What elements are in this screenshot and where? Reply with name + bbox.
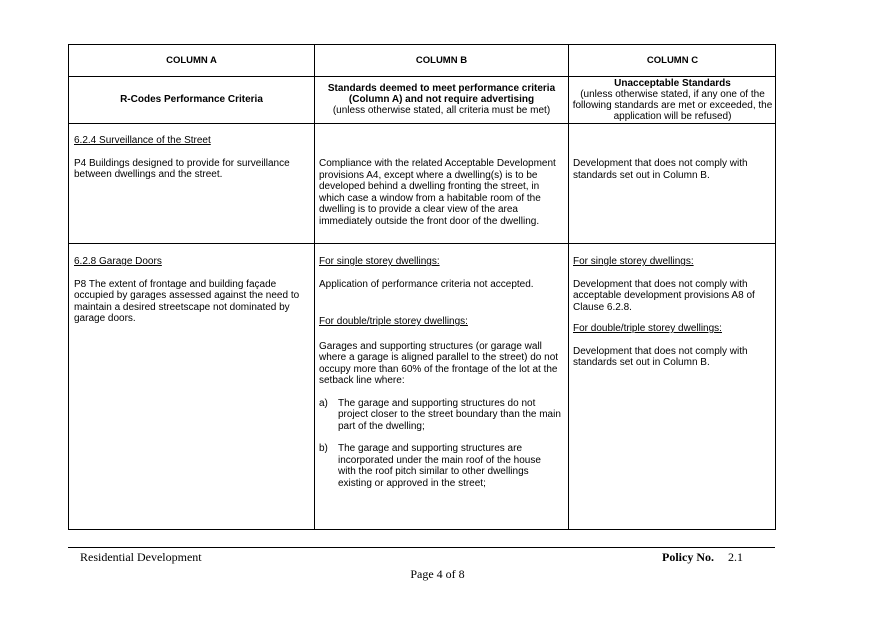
row2-c-double-storey-text: Development that does not comply with standards set out in Column B. [573,345,748,368]
footer-divider [68,547,775,548]
column-b-subheader-note: (unless otherwise stated, all criteria must be met) [332,105,551,116]
row1-criteria-text: P4 Buildings designed to provide for surveillance between dwellings and the street. [74,157,290,180]
row2-column-a [74,256,310,325]
column-a-subheader: R-Codes Performance Criteria [120,94,263,105]
list-text: The garage and supporting structures are incorporated under the main roof of the house with the roof pitch similar to other dwellings existing or approved in the street; [338,443,541,489]
row2-column-c [573,256,773,369]
row1-column-c [573,158,773,181]
row1-unacceptable-text: Development that does not comply with standards set out in Column B. [573,158,748,181]
column-divider [568,45,569,529]
column-c-subheader-note: (unless otherwise stated, if any one of the following standards are met or exceeded, the application will be refused) [572,88,773,122]
column-a-header: COLUMN A [166,55,217,66]
row1-standards-text: Compliance with the related Acceptable Development provisions A4, except where a dwelling(s) is to be developed behind a dwelling fronting the street, in which case a window from a habitable room of the dwelling is to provide a clear view of the area immediately outside the front door of the dwelling. [319,158,556,227]
page-number: Page 4 of 8 [410,567,465,581]
column-b-subheader-title: Standards deemed to meet performance criteria (Column A) and not require advertising [327,83,556,105]
row2-c-double-storey-heading: For double/triple storey dwellings: [573,323,722,334]
row-divider [69,243,775,244]
row2-clause-title: 6.2.8 Garage Doors [74,256,162,267]
row2-c-single-storey-heading: For single storey dwellings: [573,256,694,267]
column-c-header: COLUMN C [646,55,699,66]
row1-clause-title: 6.2.4 Surveillance of the Street [74,135,211,146]
list-marker: b) [319,443,328,454]
row2-c-single-storey-text: Development that does not comply with acceptable development provisions A8 of Clause 6.2.8. [573,278,755,313]
row2-column-b [319,256,561,489]
row2-single-storey-heading: For single storey dwellings: [319,256,440,267]
list-marker: a) [319,397,328,409]
column-divider [314,45,315,529]
column-c-subheader [572,77,773,122]
row1-column-a [74,135,306,181]
list-item [319,398,561,433]
row-divider [69,123,775,124]
column-c-subheader-title: Unacceptable Standards [614,77,731,89]
row2-double-storey-heading: For double/triple storey dwellings: [319,316,468,327]
row1-column-b [319,158,561,227]
policy-table [68,44,776,530]
row2-criteria-text: P8 The extent of frontage and building façade occupied by garages assessed against the need to maintain a desired streetscape not dominated by garage doors. [74,278,300,324]
footer-document-title: Residential Development [80,550,202,564]
row2-single-storey-text: Application of performance criteria not accepted. [319,278,534,290]
row2-double-storey-text: Garages and supporting structures (or garage wall where a garage is aligned parallel to the street) do not occupy more than 60% of the frontage of the lot at the setback line where: [319,340,559,386]
footer-policy-number: 2.1 [728,550,743,564]
list-text: The garage and supporting structures do not project closer to the street boundary than the main part of the dwelling; [338,397,561,432]
column-b-header: COLUMN B [415,55,468,66]
footer-policy-label: Policy No. [662,550,714,564]
column-b-subheader [319,77,564,122]
list-item [319,443,561,489]
